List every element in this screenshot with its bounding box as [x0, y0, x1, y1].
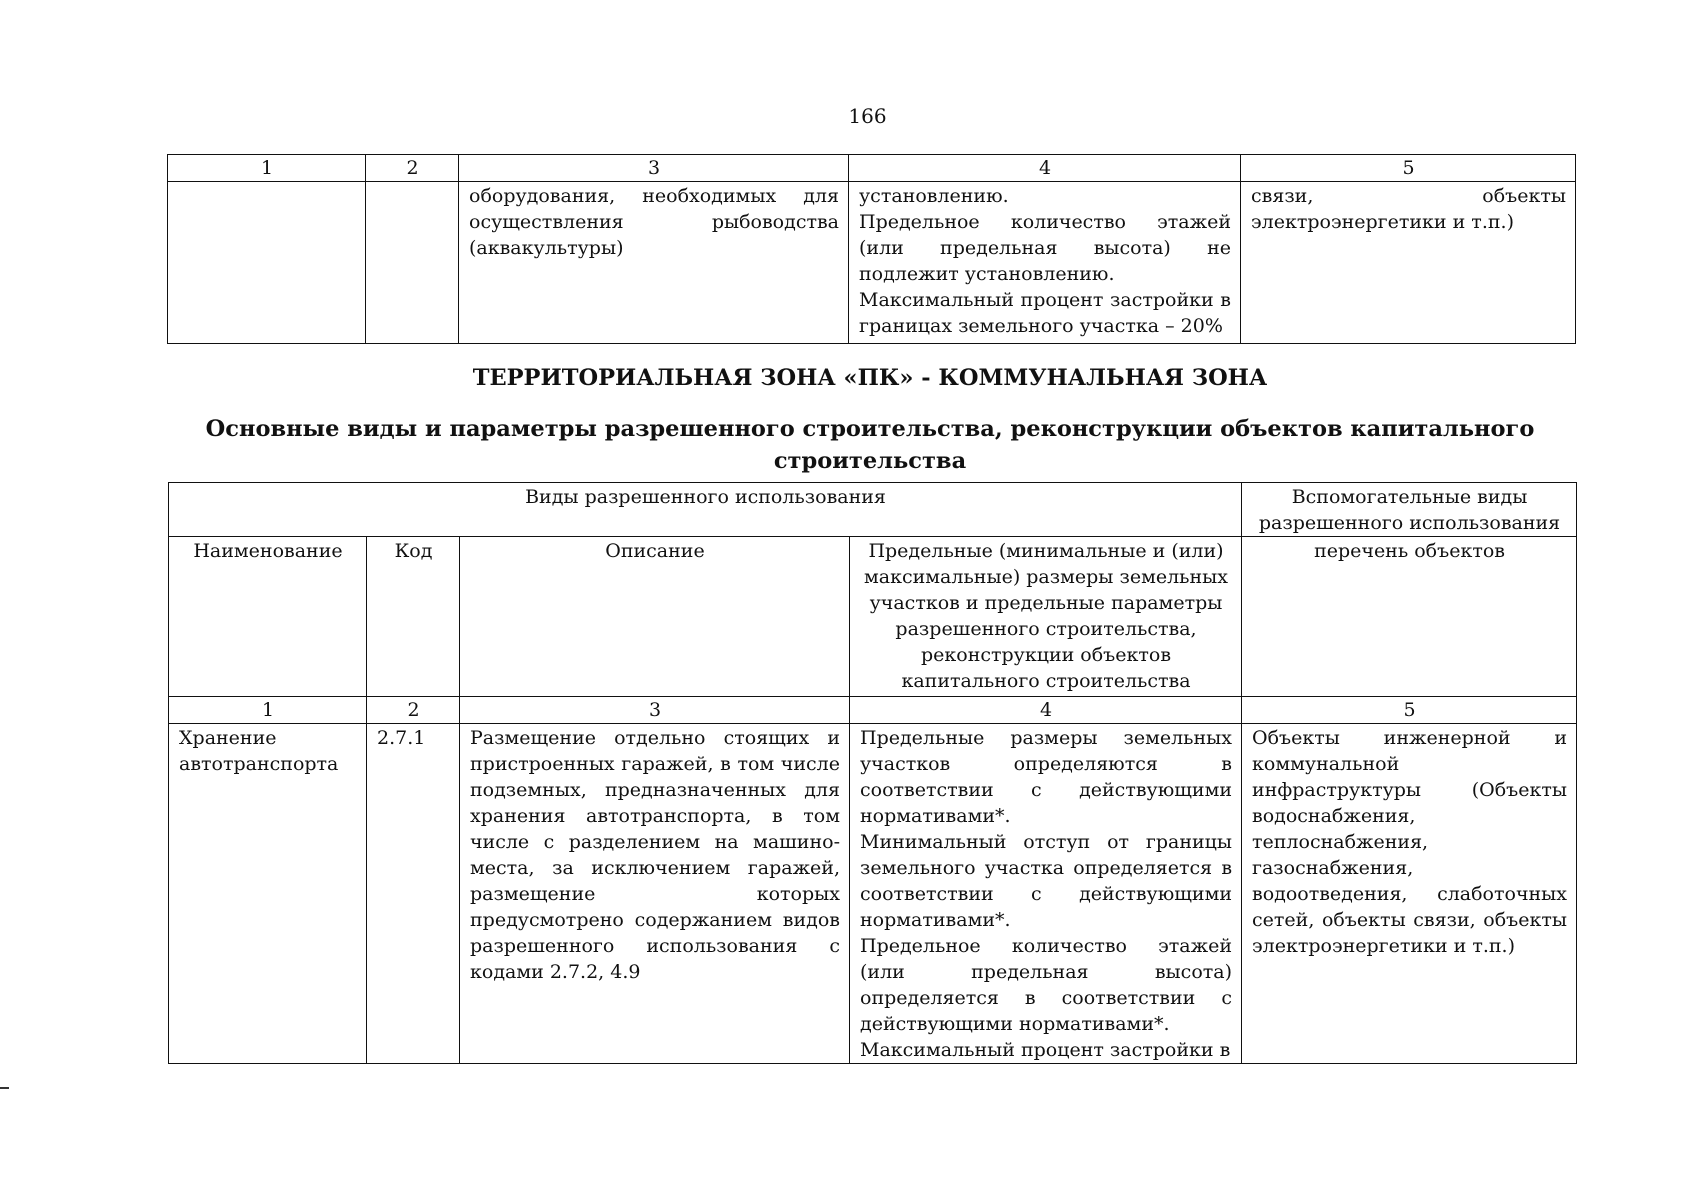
- cell-description: Размещение отдельно стоящих и пристроенных гаражей, в том числе подземных, предназначенных для хранения автотранспорта, в том числе с разделением на машино-места, за исключением гаражей, размещение которых предусмотрено содержанием видов разрешенного использования с кодами 2.7.2, 4.9: [460, 724, 850, 1064]
- col-number-5: 5: [1241, 155, 1576, 182]
- parameter-line: Предельное количество этажей (или предельная высота) определяется в соответствии с действующими нормативами*.: [860, 935, 1233, 1035]
- cell-description: оборудования, необходимых для осуществления рыбоводства (аквакультуры): [459, 182, 849, 344]
- cell-code: 2.7.1: [367, 724, 460, 1064]
- parameter-line: Предельные размеры земельных участков определяются в соответствии с действующими нормативами*.: [860, 727, 1233, 827]
- header-objects: перечень объектов: [1242, 537, 1577, 697]
- section-title: Основные виды и параметры разрешенного строительства, реконструкции объектов капитального строительства: [205, 416, 1535, 474]
- col-number-1: 1: [169, 697, 367, 724]
- column-number-row: [169, 697, 1577, 724]
- column-number-row: [168, 155, 1576, 182]
- parameter-line: Минимальный отступ от границы земельного участка определяется в соответствии с действующими нормативами*.: [860, 831, 1233, 931]
- header-code: Код: [367, 537, 460, 697]
- main-table: [168, 482, 1577, 1064]
- col-number-2: 2: [367, 697, 460, 724]
- col-number-1: 1: [168, 155, 366, 182]
- col-number-4: 4: [849, 155, 1241, 182]
- cell-auxiliary: связи, объекты электроэнергетики и т.п.): [1241, 182, 1576, 344]
- table-row: [169, 724, 1577, 1064]
- cell-parameters: [850, 724, 1242, 1064]
- zone-title: ТЕРРИТОРИАЛЬНАЯ ЗОНА «ПК» - КОММУНАЛЬНАЯ ЗОНА: [472, 365, 1268, 391]
- group-header-row: [169, 483, 1577, 537]
- continued-table: [167, 154, 1576, 344]
- aux-header: Вспомогательные виды разрешенного использования: [1242, 483, 1577, 537]
- margin-mark: [0, 1087, 9, 1089]
- col-number-3: 3: [460, 697, 850, 724]
- parameter-line: Максимальный процент застройки в: [860, 1039, 1231, 1061]
- parameter-line: Максимальный процент застройки в границах земельного участка – 20%: [859, 289, 1231, 337]
- cell-name: [168, 182, 366, 344]
- group-header: Виды разрешенного использования: [169, 483, 1242, 537]
- parameter-line: установлению.: [859, 185, 1009, 207]
- col-number-2: 2: [366, 155, 459, 182]
- col-number-4: 4: [850, 697, 1242, 724]
- cell-name: Хранение автотранспорта: [169, 724, 367, 1064]
- cell-auxiliary: Объекты инженерной и коммунальной инфраструктуры (Объекты водоснабжения, теплоснабжения, газоснабжения, водоотведения, слаботочных сетей, объекты связи, объекты электроэнергетики и т.п.): [1242, 724, 1577, 1064]
- cell-parameters: [849, 182, 1241, 344]
- parameter-line: Предельное количество этажей (или предельная высота) не подлежит установлению.: [859, 211, 1231, 285]
- header-name: Наименование: [169, 537, 367, 697]
- col-number-5: 5: [1242, 697, 1577, 724]
- page-number: 166: [848, 104, 887, 128]
- col-number-3: 3: [459, 155, 849, 182]
- table-row: [168, 182, 1576, 344]
- column-header-row: [169, 537, 1577, 697]
- cell-code: [366, 182, 459, 344]
- header-parameters: Предельные (минимальные и (или) максимальные) размеры земельных участков и предельные параметры разрешенного строительства, реконструкции объектов капитального строительства: [850, 537, 1242, 697]
- header-description: Описание: [460, 537, 850, 697]
